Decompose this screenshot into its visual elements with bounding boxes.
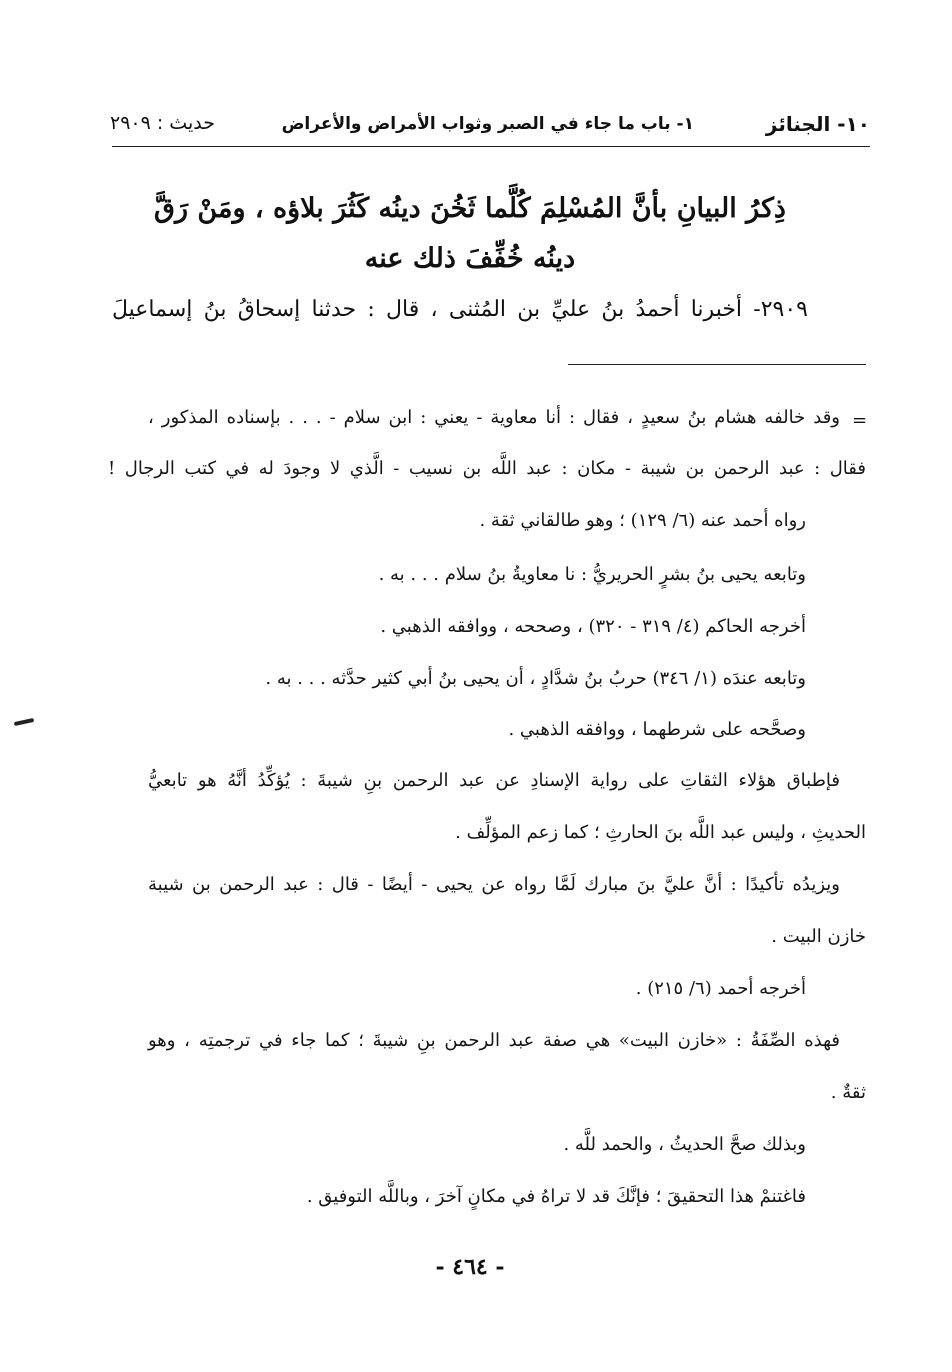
note-line: فاغتنمْ هذا التحقيقَ ؛ فإنَّكَ قد لا تراهُ في مكانٍ آخرَ ، وباللَّه التوفيق . [306,1186,806,1207]
note-line: أخرجه الحاكم (٤/ ٣١٩ - ٣٢٠) ، وصححه ، ووافقه الذهبي . [380,616,806,637]
note-line: الحديثِ ، وليس عبد اللَّه بنَ الحارثِ ؛ كما زعم المؤلِّف . [455,822,866,843]
continuation-mark: = [852,410,868,431]
section-title: ١- باب ما جاء في الصبر وثواب الأمراض والأعراض [281,114,694,134]
note-line: وقد خالفه هشام بنُ سعيدٍ ، فقال : أنا معاوية - يعني : ابن سلام - . . . بإسناده المذكور ، [148,407,840,428]
note-line: ويزيدُه تأكيدًا : أنَّ عليَّ بنَ مبارك لَمَّا رواه عن يحيى - أيضًا - قال : عبد الرحمن بن شيبة [148,874,840,895]
note-line: فقال : عبد الرحمن بن شيبة - مكان : عبد اللَّه بن نسيب - الَّذي لا وجودَ له في كتب الرجال ! [108,458,866,479]
note-line: فإطباق هؤلاء الثقاتِ على رواية الإسنادِ عن عبد الرحمن بنِ شيبةَ : يُؤكِّدُ أنَّهُ هو تابعيُّ [148,770,840,791]
note-line: خازن البيت . [771,926,866,947]
note-line: فهذه الصِّفَةُ : «خازن البيت» هي صفة عبد الرحمن بنِ شيبةَ ؛ كما جاء في ترجمتِه ، وهو [148,1030,840,1051]
heading-line-1: ذِكرُ البيانِ بأنَّ المُسْلِمَ كُلَّما ثَخُنَ دينُه كَثُرَ بلاؤه ، ومَنْ رَقَّ [154,193,786,224]
note-line: وبذلك صحَّ الحديثُ ، والحمد للَّه . [563,1134,806,1155]
page-number: - ٤٦٤ - [435,1254,505,1280]
book-chapter-title: ١٠- الجنائز [765,112,870,136]
hadith-text: ٢٩٠٩- أخبرنا أحمدُ بنُ عليِّ بن المُثنى ، قال : حدثنا إسحاقُ بنُ إسماعيلَ [112,297,808,322]
heading-line-2: دينُه خُفِّفَ ذلك عنه [364,243,576,274]
note-line: أخرجه أحمد (٦/ ٢١٥) . [635,978,806,999]
note-line: وتابعه عندَه (١/ ٣٤٦) حربُ بنُ شدَّادٍ ، أن يحيى بنُ أبي كثير حدَّثه . . . به . [265,668,806,689]
note-line: رواه أحمد عنه (٦/ ١٢٩) ؛ وهو طالقاني ثقة . [479,510,806,531]
note-line: ثقةٌ . [830,1082,866,1103]
note-line: وصحَّحه على شرطهما ، ووافقه الذهبي . [508,719,806,740]
hadith-reference: حديث : ٢٩٠٩ [110,112,215,134]
note-line: وتابعه يحيى بنُ بشرٍ الحريريُّ : نا معاويةُ بنُ سلام . . . به . [378,564,806,585]
